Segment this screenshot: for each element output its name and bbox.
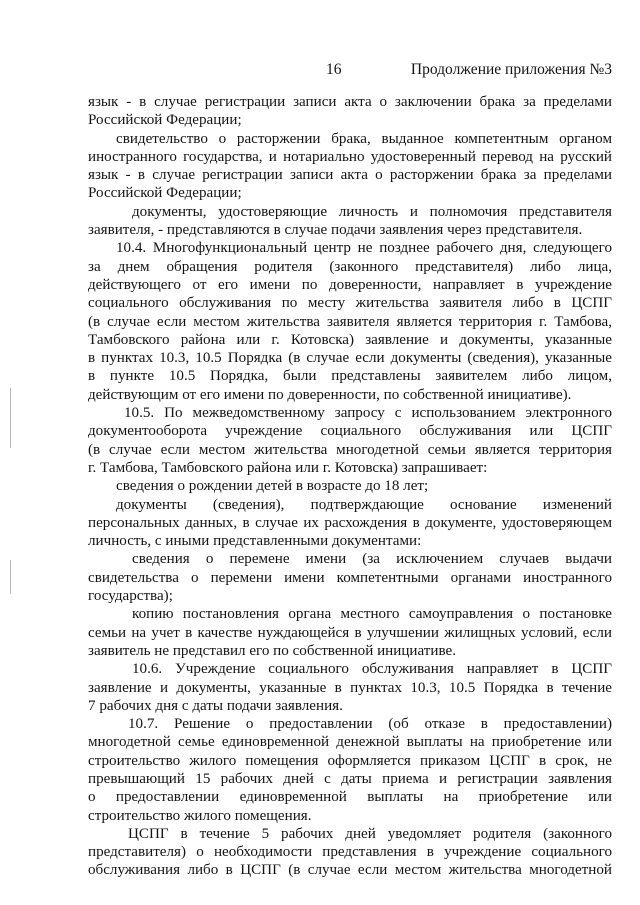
text-line: заявителя, - представляются в случае подачи заявления через представителя. — [88, 222, 583, 239]
text-line: документы (сведения), подтверждающие основание изменений — [116, 496, 612, 513]
text-line: действующего от его имени по доверенности, направляет в учреждение — [88, 276, 612, 293]
text-line: в пунктах 10.3, 10.5 Порядка (в случае если документы (сведения), указанные — [88, 350, 612, 367]
text-line: Российской Федерации; — [88, 185, 242, 202]
text-line: г. Тамбова, Тамбовского района или г. Котовска) запрашивает: — [88, 459, 488, 476]
text-line: (в случае если местом жительства заявителя является территория г. Тамбова, — [88, 313, 612, 330]
appendix-label: Продолжение приложения №3 — [410, 61, 612, 78]
text-line: 10.5. По межведомственному запросу с использованием электронного — [124, 405, 612, 422]
text-line: документы, удостоверяющие личность и полномочия представителя — [132, 203, 612, 220]
text-line: социального обслуживания по месту жительства заявителя либо в ЦСПГ — [88, 295, 612, 312]
text-line: сведения о рождении детей в возрасте до 18 лет; — [116, 478, 429, 495]
text-line: строительство жилого помещения оформляется приказом ЦСПГ в срок, не — [88, 752, 612, 769]
scan-margin-mark — [10, 560, 11, 594]
page-number: 16 — [326, 61, 342, 78]
text-line: персональных данных, в случае их расхождения в документе, удостоверяющем — [88, 514, 612, 531]
text-line: личность, с иными представленными документами: — [88, 533, 422, 550]
text-line: свидетельства о перемени имени компетентными органами иностранного — [88, 569, 612, 586]
document-body — [88, 93, 612, 880]
text-line: свидетельство о расторжении брака, выданное компетентным органом — [116, 130, 612, 147]
text-line: заявление и документы, указанные в пунктах 10.3, 10.5 Порядка в течение — [88, 679, 612, 696]
text-line: документооборота учреждение социального обслуживания или ЦСПГ — [88, 423, 612, 440]
page-header — [88, 61, 612, 81]
text-line: иностранного государства, и нотариально удостоверенный перевод на русский — [88, 148, 612, 165]
text-line: Российской Федерации; — [88, 112, 242, 129]
text-line: о предоставлении единовременной выплаты на приобретение или — [88, 789, 612, 806]
text-line: семьи на учет в качестве нуждающейся в улучшении жилищных условий, если — [88, 624, 612, 641]
text-line: государства); — [88, 588, 173, 605]
text-line: за днем обращения родителя (законного представителя) либо лица, — [88, 258, 612, 275]
text-line: 10.4. Многофункциональный центр не позднее рабочего дня, следующего — [116, 240, 612, 257]
text-line: заявитель не представил его по собственной инициативе. — [88, 642, 456, 659]
text-line: строительство жилого помещения. — [88, 807, 312, 824]
text-line: сведения о перемене имени (за исключением случаев выдачи — [132, 551, 612, 568]
text-line: (в случае если местом жительства многодетной семьи является территория — [88, 441, 612, 458]
text-line: в пункте 10.5 Порядка, были представлены заявителем либо лицом, — [88, 368, 612, 385]
text-line: многодетной семье единовременной денежной выплаты на приобретение или — [88, 734, 612, 751]
text-line: копию постановления органа местного самоуправления о постановке — [132, 606, 612, 623]
text-line: действующим от его имени по доверенности, по собственной инициативе). — [88, 386, 572, 403]
scan-margin-mark — [10, 388, 11, 448]
text-line: 7 рабочих дня с даты подачи заявления. — [88, 697, 343, 714]
text-line: ЦСПГ в течение 5 рабочих дней уведомляет родителя (законного — [128, 825, 612, 842]
text-line: обслуживания либо в ЦСПГ (в случае если местом жительства многодетной — [88, 862, 612, 879]
text-line: Тамбовского района или г. Котовска) заявление и документы, указанные — [88, 331, 612, 348]
text-line: 10.6. Учреждение социального обслуживания направляет в ЦСПГ — [132, 661, 612, 678]
text-line: 10.7. Решение о предоставлении (об отказе в предоставлении) — [128, 716, 612, 733]
text-line: представителя) о необходимости представления в учреждение социального — [88, 844, 612, 861]
text-line: язык - в случае регистрации записи акта о расторжении брака за пределами — [88, 167, 612, 184]
text-line: язык - в случае регистрации записи акта о заключении брака за пределами — [88, 94, 612, 110]
text-line: превышающий 15 рабочих дней с даты приема и регистрации заявления — [88, 770, 612, 787]
